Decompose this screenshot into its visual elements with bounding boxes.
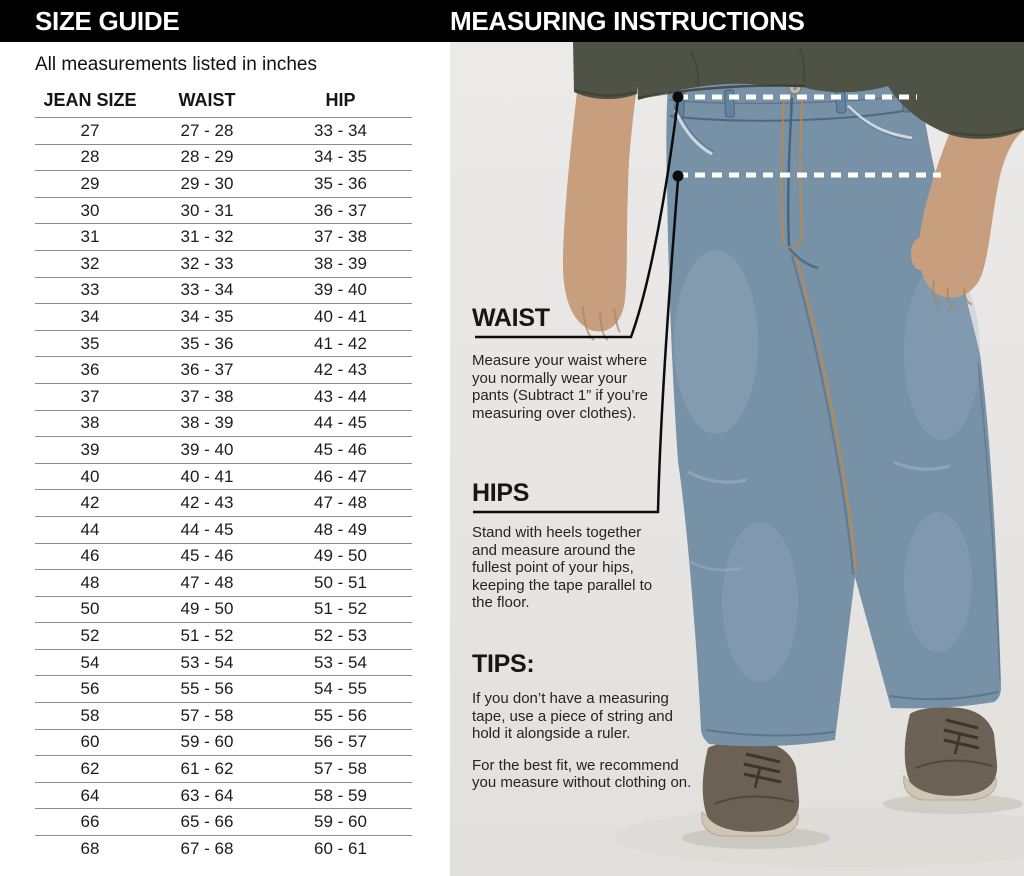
- hip-cell: 50 - 51: [314, 572, 367, 592]
- measurements-note: All measurements listed in inches: [35, 54, 317, 75]
- column-header-waist: WAIST: [178, 90, 236, 110]
- tips-heading: TIPS:: [472, 650, 535, 678]
- jean-size-cell: 39: [80, 439, 100, 459]
- header-bar: [0, 0, 1024, 42]
- jean-size-cell: 33: [80, 280, 100, 300]
- table-row: [35, 223, 412, 250]
- table-row: [35, 729, 412, 756]
- table-row: [35, 835, 412, 862]
- hip-cell: 52 - 53: [314, 626, 367, 646]
- waist-cell: 63 - 64: [180, 785, 234, 805]
- hip-cell: 39 - 40: [314, 280, 367, 300]
- jean-size-cell: 27: [80, 120, 100, 140]
- hip-cell: 48 - 49: [314, 519, 367, 539]
- measuring-instructions-title: MEASURING INSTRUCTIONS: [450, 6, 805, 36]
- hip-cell: 51 - 52: [314, 599, 367, 619]
- table-row: [35, 596, 412, 623]
- hip-cell: 33 - 34: [314, 120, 367, 140]
- waist-cell: 45 - 46: [180, 546, 234, 566]
- waist-line-dot: [673, 92, 684, 103]
- table-row: [35, 410, 412, 437]
- tips-text-2: For the best fit, we recommend you measure without clothing on.: [472, 756, 692, 791]
- table-row: [35, 489, 412, 516]
- jean-size-cell: 42: [80, 493, 100, 513]
- table-row: [35, 356, 412, 383]
- jean-size-cell: 31: [80, 227, 100, 247]
- size-guide-panel: [0, 42, 440, 876]
- table-row: [35, 170, 412, 197]
- hip-cell: 40 - 41: [314, 306, 367, 326]
- hip-cell: 42 - 43: [314, 360, 367, 380]
- tips-instructions: [472, 650, 700, 792]
- table-row: [35, 383, 412, 410]
- waist-cell: 51 - 52: [180, 626, 234, 646]
- hips-line-dot: [673, 171, 684, 182]
- hip-cell: 47 - 48: [314, 493, 367, 513]
- jean-size-cell: 62: [80, 759, 100, 779]
- jean-size-cell: 52: [80, 626, 100, 646]
- table-row: [35, 622, 412, 649]
- hip-cell: 57 - 58: [314, 759, 367, 779]
- column-header-hip: HIP: [325, 90, 356, 110]
- table-row: [35, 436, 412, 463]
- hip-cell: 35 - 36: [314, 173, 367, 193]
- waist-cell: 38 - 39: [180, 413, 234, 433]
- table-row: [35, 569, 412, 596]
- hip-cell: 38 - 39: [314, 253, 367, 273]
- hip-cell: 53 - 54: [314, 652, 367, 672]
- size-guide-title: SIZE GUIDE: [35, 6, 180, 36]
- table-row: [35, 330, 412, 357]
- table-row: [35, 649, 412, 676]
- waist-cell: 44 - 45: [180, 519, 234, 539]
- waist-cell: 49 - 50: [180, 599, 234, 619]
- measuring-photo-panel: [450, 42, 1024, 876]
- jean-size-cell: 34: [80, 306, 100, 326]
- table-row: [35, 277, 412, 304]
- waist-cell: 39 - 40: [180, 439, 234, 459]
- waist-cell: 47 - 48: [180, 572, 234, 592]
- table-row: [35, 755, 412, 782]
- jean-size-cell: 58: [80, 705, 100, 725]
- jean-size-cell: 37: [80, 386, 100, 406]
- waist-cell: 42 - 43: [180, 493, 234, 513]
- jean-size-cell: 30: [80, 200, 100, 220]
- waist-cell: 57 - 58: [180, 705, 234, 725]
- waist-cell: 61 - 62: [180, 759, 234, 779]
- waist-cell: 35 - 36: [180, 333, 234, 353]
- hip-cell: 41 - 42: [314, 333, 367, 353]
- table-row: [35, 702, 412, 729]
- jean-size-cell: 64: [80, 785, 100, 805]
- size-table: [35, 84, 412, 862]
- jean-size-cell: 50: [80, 599, 100, 619]
- table-row: [35, 543, 412, 570]
- size-table-header-row: [35, 84, 412, 117]
- belt-loop: [725, 90, 735, 117]
- jean-size-cell: 32: [80, 253, 100, 273]
- hip-cell: 60 - 61: [314, 838, 367, 858]
- hip-cell: 58 - 59: [314, 785, 367, 805]
- jean-size-cell: 28: [80, 147, 100, 167]
- waist-cell: 28 - 29: [180, 147, 234, 167]
- table-row: [35, 463, 412, 490]
- waist-cell: 33 - 34: [180, 280, 234, 300]
- column-header-jean-size: JEAN SIZE: [43, 90, 137, 110]
- jean-size-cell: 35: [80, 333, 100, 353]
- jean-size-cell: 56: [80, 679, 100, 699]
- size-table-body: [35, 117, 412, 862]
- table-row: [35, 675, 412, 702]
- hip-cell: 34 - 35: [314, 147, 367, 167]
- jean-size-cell: 60: [80, 732, 100, 752]
- waist-heading: WAIST: [472, 304, 550, 332]
- waist-cell: 32 - 33: [180, 253, 234, 273]
- jean-size-cell: 46: [80, 546, 100, 566]
- table-row: [35, 250, 412, 277]
- hip-cell: 37 - 38: [314, 227, 367, 247]
- table-row: [35, 197, 412, 224]
- table-row: [35, 808, 412, 835]
- thumb: [911, 238, 929, 270]
- jean-size-cell: 29: [80, 173, 100, 193]
- hips-text: Stand with heels together and measure around the fullest point of your hips, keeping the tape parallel to the floor.: [472, 524, 653, 611]
- left-arm: [563, 42, 640, 340]
- waist-cell: 37 - 38: [180, 386, 234, 406]
- waist-cell: 29 - 30: [180, 173, 234, 193]
- waist-instructions: [472, 304, 652, 422]
- hip-cell: 36 - 37: [314, 200, 367, 220]
- waist-text: Measure your waist where you normally wear your pants (Subtract 1” if you’re measuring over clothes).: [472, 352, 648, 422]
- jean-size-cell: 36: [80, 360, 100, 380]
- hip-cell: 43 - 44: [314, 386, 367, 406]
- jean-size-cell: 54: [80, 652, 100, 672]
- right-boot: [904, 707, 997, 800]
- waist-cell: 55 - 56: [180, 679, 234, 699]
- waist-cell: 30 - 31: [180, 200, 234, 220]
- jean-size-cell: 68: [80, 838, 100, 858]
- jean-size-cell: 48: [80, 572, 100, 592]
- jean-size-cell: 66: [80, 812, 100, 832]
- table-row: [35, 117, 412, 144]
- jean-size-cell: 44: [80, 519, 100, 539]
- hip-cell: 46 - 47: [314, 466, 367, 486]
- jean-size-cell: 40: [80, 466, 100, 486]
- hip-cell: 44 - 45: [314, 413, 367, 433]
- waist-cell: 34 - 35: [180, 306, 234, 326]
- waist-cell: 40 - 41: [180, 466, 234, 486]
- hip-cell: 59 - 60: [314, 812, 367, 832]
- waist-cell: 31 - 32: [180, 227, 234, 247]
- hip-cell: 56 - 57: [314, 732, 367, 752]
- left-boot: [702, 741, 799, 836]
- waist-cell: 67 - 68: [180, 838, 234, 858]
- table-row: [35, 782, 412, 809]
- waist-cell: 65 - 66: [180, 812, 234, 832]
- hip-cell: 55 - 56: [314, 705, 367, 725]
- tips-text-1: If you don’t have a measuring tape, use a piece of string and hold it alongside a ruler.: [472, 690, 673, 742]
- waist-cell: 59 - 60: [180, 732, 234, 752]
- waist-cell: 53 - 54: [180, 652, 234, 672]
- jean-size-cell: 38: [80, 413, 100, 433]
- waist-cell: 36 - 37: [180, 360, 234, 380]
- hip-cell: 54 - 55: [314, 679, 367, 699]
- hips-heading: HIPS: [472, 479, 530, 507]
- table-row: [35, 516, 412, 543]
- hip-cell: 49 - 50: [314, 546, 367, 566]
- table-row: [35, 144, 412, 171]
- hip-cell: 45 - 46: [314, 439, 367, 459]
- hips-instructions: [472, 479, 660, 612]
- table-row: [35, 303, 412, 330]
- waist-cell: 27 - 28: [180, 120, 234, 140]
